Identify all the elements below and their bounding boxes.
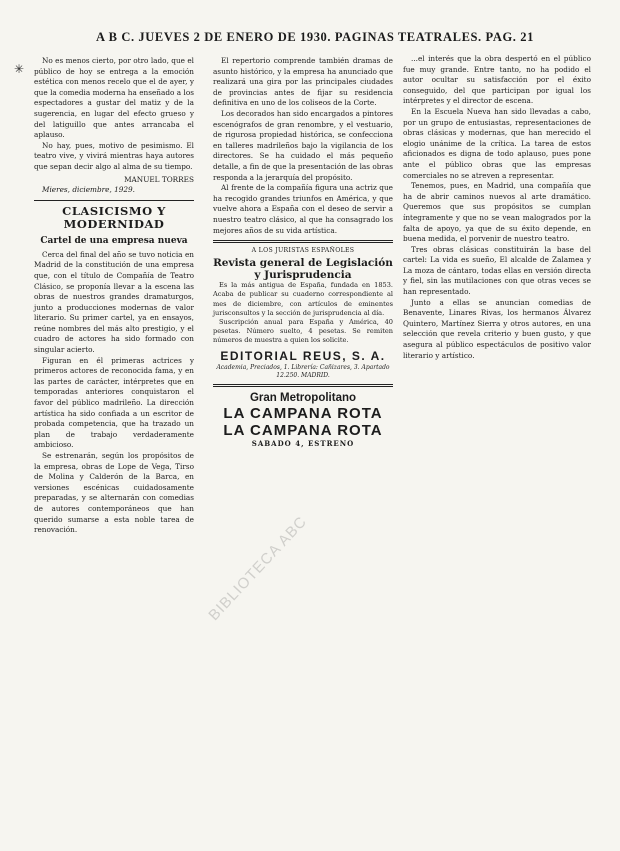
ad-kicker: A LOS JURISTAS ESPAÑOLES [251,247,355,255]
article-paragraph: ...el interés que la obra despertó en el público fue muy grande. Entre tanto, no ha podido el autor ocultar su satisfacción por el éxito conseguido, del que participan por igual los intérpretes y el director de escena. [403,54,591,106]
theater-venue: Gran Metropolitano [249,391,357,404]
article-paragraph: Tenemos, pues, en Madrid, una compañía que ha de abrir caminos nuevos al arte dramático. Queremos que sus propósitos se cumplan íntegramente y que no se vean malogrados por la falta de apoyo, ya que de su éxito depende, en buena medida, el porvenir de nuestro teatro. [403,181,591,244]
archive-watermark: BIBLIOTECA ABC [205,513,311,624]
article-paragraph: Cerca del final del año se tuvo noticia en Madrid de la constitución de una empresa que, con el título de Compañía de Teatro Clásico, se proponía llevar a la escena las obras de nuestros grandes dramaturgos, junto a producciones modernas de valor literario. Su primer cartel, ya en ensayos, reúne nombres del más alto prestigio, y el cuadro de actores ha sido formado con singular acierto. [34,249,194,355]
author-signature: MANUEL TORRES [124,174,194,184]
publisher-name: EDITORIAL REUS, S. A. [220,348,386,363]
premiere-date: SABADO 4, ESTRENO [251,438,355,448]
theater-announcement [213,391,393,448]
article-paragraph: Figuran en él primeras actrices y primeros actores de reconocida fama, y en las partes de carácter, intérpretes que en temporadas anteriores conquistaron el favor del público madrileño. La dirección artística ha sido confiada a un escritor de probada competencia, que ha trazado un plan de trabajo verdaderamente ambicioso. [34,355,194,450]
margin-mark-icon: ✳ [14,62,25,76]
publisher-address: Academia, Preciados, 1. Librería: Cañizares, 3. Apartado 12.250. MADRID. [216,363,390,379]
column-3 [403,54,591,361]
dateline: Mieres, diciembre, 1929. [42,185,135,195]
column-divider [34,200,194,201]
article-paragraph: El repertorio comprende también dramas de asunto histórico, y la empresa ha anunciado que realizará una gira por las principales ciudades de provincias antes de fijar su residencia definitiva en uno de los coliseos de la Corte. [213,56,393,108]
ad-border-top [213,240,393,243]
article-paragraph: No es menos cierto, por otro lado, que el público de hoy se entrega a la emoción estética con menos recelo que el de ayer, y que la comedia moderna ha enseñado a los espectadores a gustar del matiz y de la sugerencia, en lugar del efecto grueso y del latiguillo que antes arrancaba el aplauso. [34,56,194,140]
article-paragraph: Se estrenarán, según los propósitos de la empresa, obras de Lope de Vega, Tirso de Molina y Calderón de la Barca, en versiones escénicas cuidadosamente preparadas, y se alternarán con comedias de autores contemporáneos que han querido sumarse a esta noble tarea de renovación. [34,451,194,535]
article-paragraph: Al frente de la compañía figura una actriz que ha recogido grandes triunfos en América, y que vuelve ahora a España con el deseo de servir a nuestro teatro clásico, al que ha consagrado los mejores años de su vida artística. [213,183,393,235]
play-title-repeat: LA CAMPANA ROTA [223,421,383,439]
column-2 [213,56,393,448]
advertisement-journal [213,240,393,386]
article-paragraph: En la Escuela Nueva han sido llevadas a cabo, por un grupo de entusiastas, representaciones de obras clásicas y modernas, que han merecido el elogio unánime de la crítica. La tarea de estos aficionados es digna de todo aplauso, pues pone ante el público obras que las empresas comerciales no se atreven a representar. [403,106,591,180]
article-paragraph: Los decorados han sido encargados a pintores escenógrafos de gran renombre, y el vestuario, de rigurosa propiedad histórica, se confecciona en talleres madrileños bajo la vigilancia de los directores. Se ha cuidado el más pequeño detalle, a fin de que la presentación de las obras responda a la jerarquía del propósito. [213,108,393,182]
ad-title: Revista general de Legislación y Jurisprudencia [213,257,393,282]
article-paragraph: No hay, pues, motivo de pesimismo. El teatro vive, y vivirá mientras haya autores que sepan decir algo al alma de su tiempo. [34,140,194,171]
play-title: LA CAMPANA ROTA [223,404,383,422]
article-subheadline: Cartel de una empresa nueva [40,235,188,246]
column-1 [34,56,194,536]
ad-paragraph: Suscripción anual para España y América, 40 pesetas. Número suelto, 4 pesetas. Se remiten números de muestra a quien los solicite. [213,317,393,345]
article-headline: CLASICISMO Y MODERNIDAD [62,203,166,231]
article-paragraph: Tres obras clásicas constituirán la base del cartel: La vida es sueño, El alcalde de Zalamea y La moza de cántaro, todas ellas en versión directa y fiel, sin las mutilaciones con que otras veces se han representado. [403,244,591,297]
article-paragraph: Junto a ellas se anuncian comedias de Benavente, Linares Rivas, los hermanos Álvarez Quintero, Martínez Sierra y otros autores, en una selección que revela criterio y buen gusto, y que asegura al público espectáculos de positivo valor literario y artístico. [403,297,591,360]
ad-border-bottom [213,384,393,387]
ad-paragraph: Es la más antigua de España, fundada en 1853. Acaba de publicar su cuaderno correspondiente al mes de diciembre, con artículos de eminentes jurisconsultos y la sección de jurisprudencia al día. [213,281,393,317]
page-masthead: A B C. JUEVES 2 DE ENERO DE 1930. PAGINAS TEATRALES. PAG. 21 [96,30,534,44]
